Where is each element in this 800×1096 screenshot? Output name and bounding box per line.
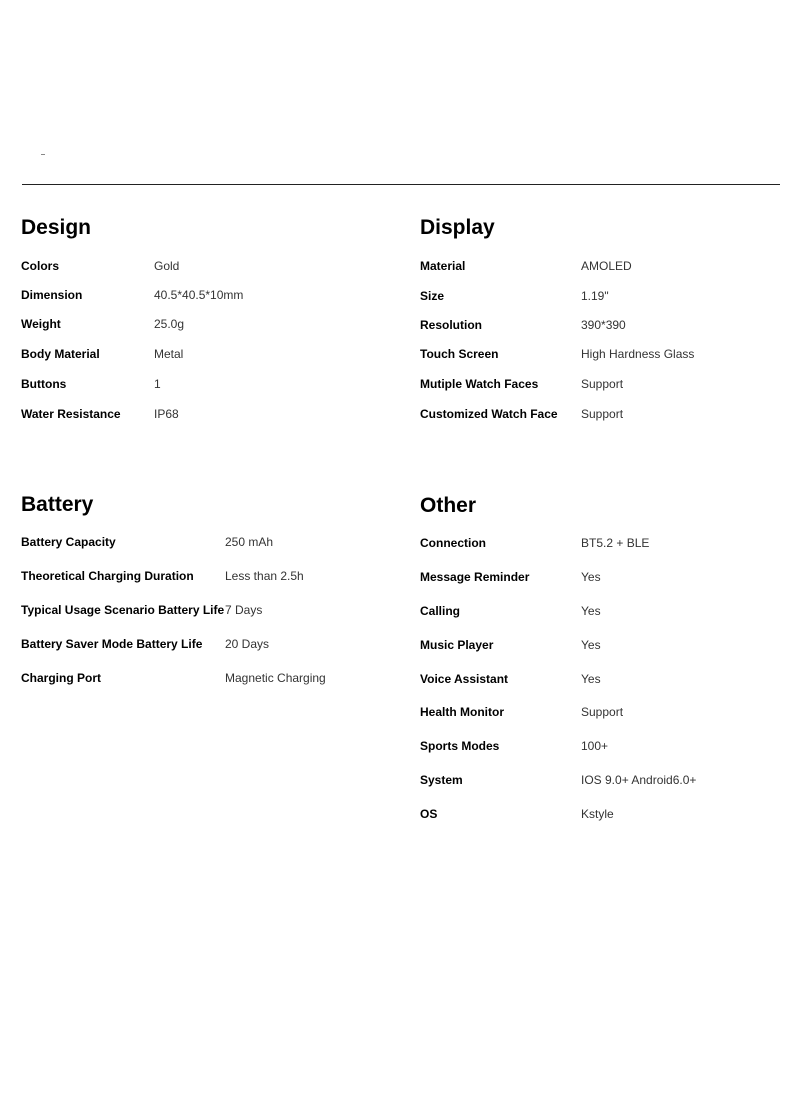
section-title: Display	[420, 216, 495, 239]
spec-value: Yes	[581, 638, 601, 652]
spec-label: OS	[420, 807, 438, 821]
spec-label: Dimension	[21, 288, 83, 302]
spec-value: 20 Days	[225, 637, 270, 651]
spec-value: Support	[581, 705, 624, 719]
spec-label: Mutiple Watch Faces	[420, 377, 539, 391]
spec-label: Colors	[21, 259, 60, 273]
spec-value: BT5.2 + BLE	[581, 536, 650, 550]
spec-label: Buttons	[21, 377, 67, 391]
spec-value: Magnetic Charging	[225, 671, 326, 685]
spec-label: Material	[420, 259, 466, 273]
spec-label: Theoretical Charging Duration	[21, 569, 194, 583]
spec-value: Support	[581, 407, 624, 421]
spec-label: Music Player	[420, 638, 494, 652]
spec-value: IOS 9.0+ Android6.0+	[581, 773, 697, 787]
spec-value: 100+	[581, 739, 609, 753]
spec-value: 1	[154, 377, 161, 391]
spec-label: Message Reminder	[420, 570, 530, 584]
spec-label: System	[420, 773, 463, 787]
spec-value: Support	[581, 377, 624, 391]
spec-value: Metal	[154, 347, 184, 361]
spec-label: Voice Assistant	[420, 672, 509, 686]
spec-label: Charging Port	[21, 671, 101, 685]
spec-label: Touch Screen	[420, 347, 499, 361]
spec-value: Yes	[581, 672, 601, 686]
section-title: Design	[21, 216, 92, 239]
spec-value: 25.0g	[154, 317, 185, 331]
spec-label: Weight	[21, 317, 61, 331]
spec-label: Battery Capacity	[21, 535, 116, 549]
spec-value: Kstyle	[581, 807, 614, 821]
spec-value: High Hardness Glass	[581, 347, 695, 361]
spec-value: Yes	[581, 604, 601, 618]
spec-value: IP68	[154, 407, 179, 421]
spec-value: 40.5*40.5*10mm	[154, 288, 244, 302]
spec-label: Battery Saver Mode Battery Life	[21, 637, 203, 651]
spec-label: Typical Usage Scenario Battery Life	[21, 603, 225, 617]
section-title: Battery	[21, 493, 94, 516]
spec-value: AMOLED	[581, 259, 632, 273]
spec-label: Sports Modes	[420, 739, 500, 753]
section-title: Other	[420, 494, 477, 517]
spec-value: 7 Days	[225, 603, 263, 617]
header-divider	[22, 184, 780, 185]
spec-label: Water Resistance	[21, 407, 121, 421]
spec-value: 390*390	[581, 318, 626, 332]
spec-label: Size	[420, 289, 445, 303]
spec-label: Calling	[420, 604, 461, 618]
spec-value: 250 mAh	[225, 535, 274, 549]
spec-value: Yes	[581, 570, 601, 584]
spec-value: Gold	[154, 259, 180, 273]
decorative-dot	[41, 154, 45, 155]
spec-value: Less than 2.5h	[225, 569, 304, 583]
spec-label: Body Material	[21, 347, 100, 361]
spec-label: Health Monitor	[420, 705, 504, 719]
spec-label: Resolution	[420, 318, 482, 332]
spec-value: 1.19"	[581, 289, 609, 303]
spec-label: Connection	[420, 536, 486, 550]
spec-label: Customized Watch Face	[420, 407, 558, 421]
